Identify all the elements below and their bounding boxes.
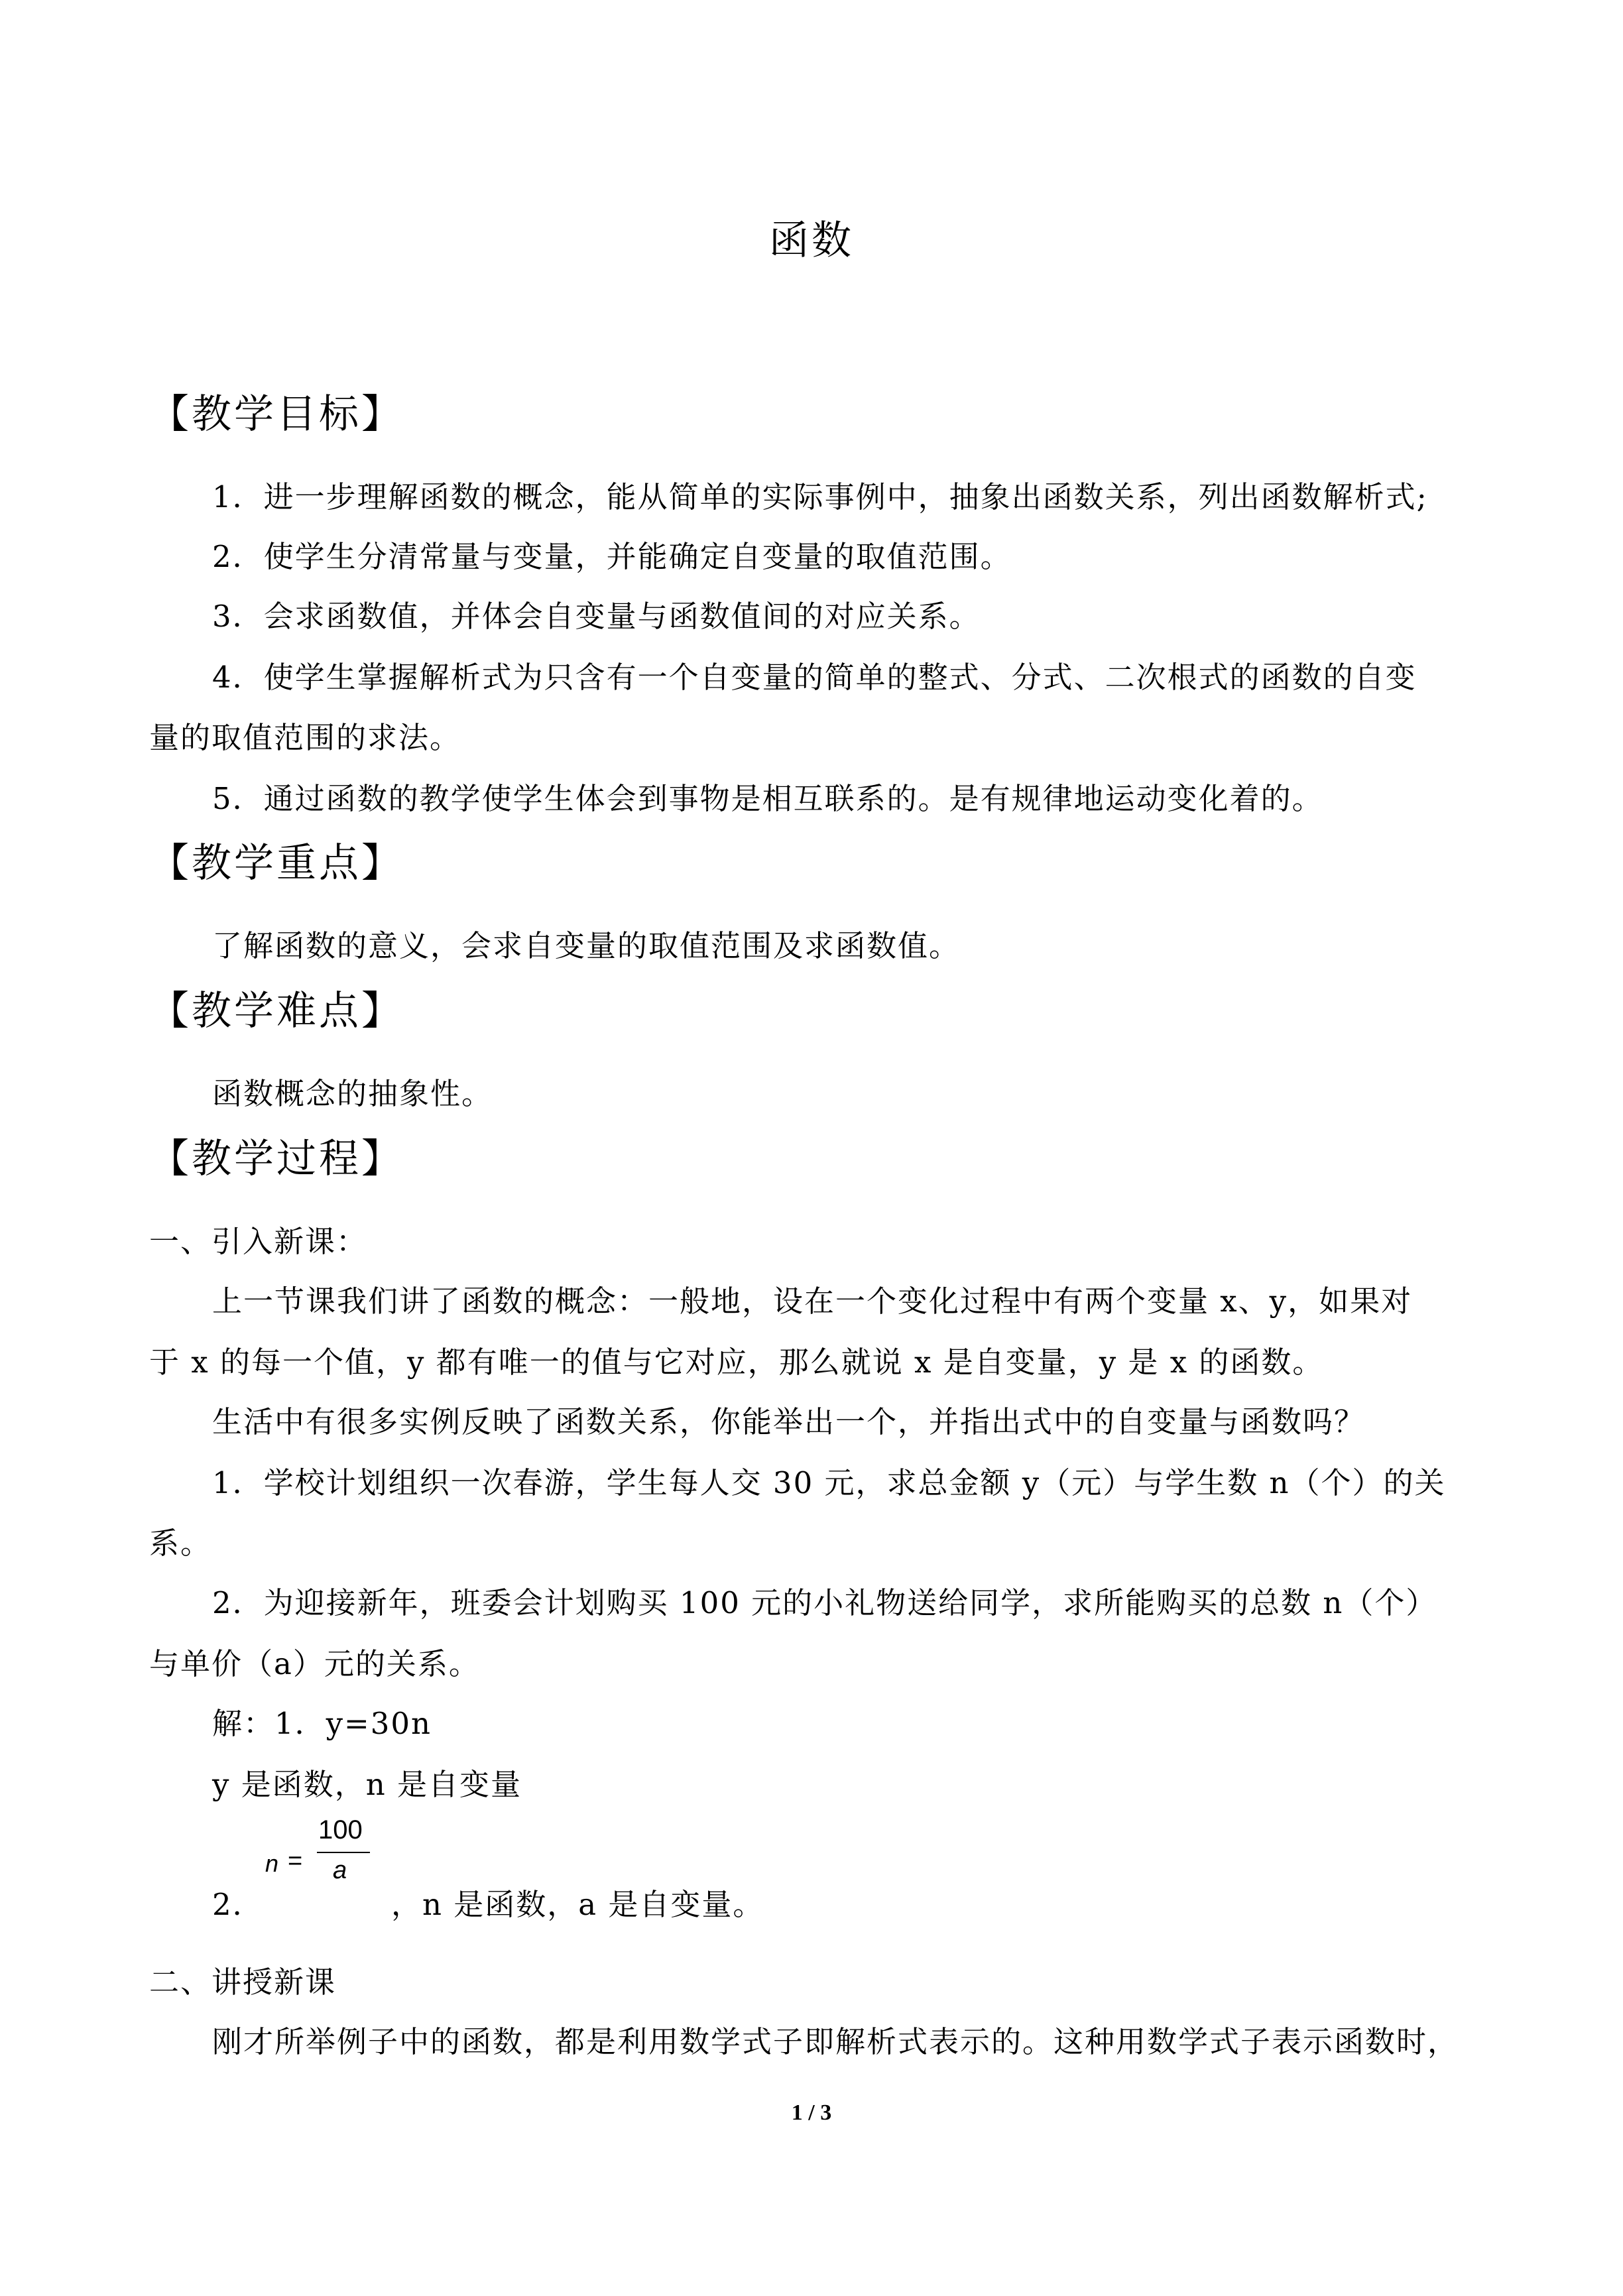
goal-item-2: 2．使学生分清常量与变量，并能确定自变量的取值范围。 <box>212 539 1012 574</box>
formula-variable: n <box>265 1850 279 1877</box>
formula-equals: = <box>288 1847 303 1875</box>
document-title: 函数 <box>769 217 854 264</box>
page-number: 1 / 3 <box>791 2100 832 2125</box>
key-points-text: 了解函数的意义，会求自变量的取值范围及求函数值。 <box>212 928 961 963</box>
solution-2-prefix: 2． <box>212 1887 264 1922</box>
process-heading: 【教学过程】 <box>149 1136 404 1182</box>
formula-numerator: 100 <box>318 1815 363 1844</box>
part2-title: 二、讲授新课 <box>149 1964 337 2000</box>
goal-item-3: 3．会求函数值，并体会自变量与函数值间的对应关系。 <box>212 599 981 634</box>
fraction-bar <box>317 1852 370 1853</box>
goals-heading: 【教学目标】 <box>149 391 404 438</box>
key-points-heading: 【教学重点】 <box>149 840 404 886</box>
solution-2-suffix: ，n 是函数，a 是自变量。 <box>391 1887 764 1922</box>
goal-item-5: 5．通过函数的教学使学生体会到事物是相互联系的。是有规律地运动变化着的。 <box>212 781 1323 816</box>
formula-denominator: a <box>333 1856 347 1884</box>
process-line-8: 解：1．y=30n <box>212 1706 432 1741</box>
difficulties-text: 函数概念的抽象性。 <box>212 1076 493 1111</box>
goal-item-4: 4．使学生掌握解析式为只含有一个自变量的简单的整式、分式、二次根式的函数的自变 <box>212 660 1417 695</box>
part2-text: 刚才所举例子中的函数，都是利用数学式子即解析式表示的。这种用数学式子表示函数时， <box>212 2024 1459 2059</box>
process-line-6: 2．为迎接新年，班委会计划购买 100 元的小礼物送给同学，求所能购买的总数 n（个） <box>212 1585 1437 1620</box>
process-line-9: y 是函数，n 是自变量 <box>212 1767 522 1802</box>
process-line-1: 上一节课我们讲了函数的概念：一般地，设在一个变化过程中有两个变量 x、y，如果对 <box>212 1284 1413 1319</box>
process-line-7: 与单价（a）元的关系。 <box>149 1646 480 1681</box>
difficulties-heading: 【教学难点】 <box>149 988 404 1034</box>
goal-item-1: 1．进一步理解函数的概念，能从简单的实际事例中，抽象出函数关系，列出函数解析式; <box>212 479 1428 514</box>
process-line-2: 于 x 的每一个值，y 都有唯一的值与它对应，那么就说 x 是自变量，y 是 x 的函数。 <box>149 1345 1324 1380</box>
part1-title: 一、引入新课： <box>149 1224 368 1259</box>
goal-item-4-cont: 量的取值范围的求法。 <box>149 720 461 755</box>
process-line-3: 生活中有很多实例反映了函数关系，你能举出一个，并指出式中的自变量与函数吗？ <box>212 1404 1366 1439</box>
process-line-4: 1．学校计划组织一次春游，学生每人交 30 元，求总金额 y（元）与学生数 n（个）的关 <box>212 1465 1446 1500</box>
formula-n-equals-100-over-a <box>265 1815 371 1902</box>
process-line-5: 系。 <box>149 1526 212 1561</box>
